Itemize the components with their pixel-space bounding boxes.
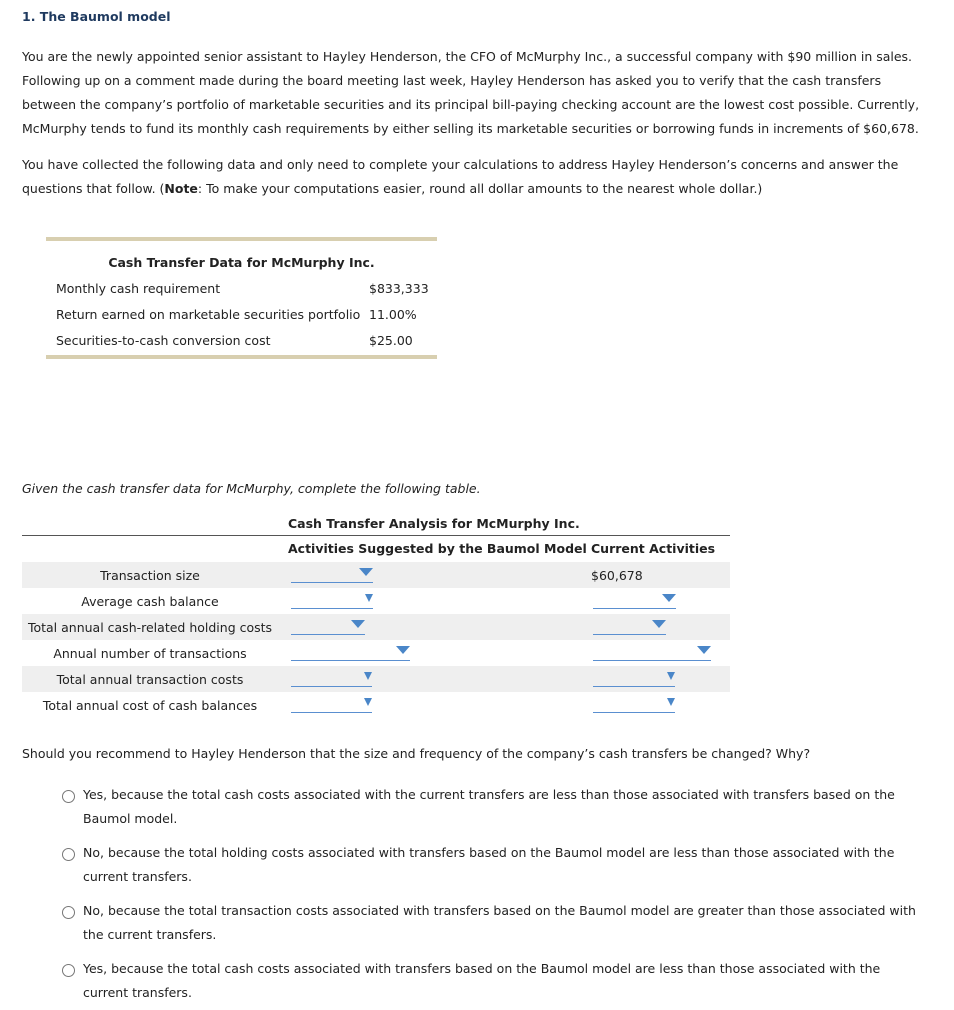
chevron-down-icon — [365, 594, 373, 602]
recommendation-question: Should you recommend to Hayley Henderson that the size and frequency of the company’s cash transfers be changed? Why? — [22, 746, 811, 761]
current-transaction-costs-dropdown[interactable] — [593, 666, 675, 687]
intro-paragraph: You are the newly appointed senior assistant to Hayley Henderson, the CFO of McMurphy Inc., a successful company with $90 million in sales. Following up on a comment made during the board meeting last week, Hayley Henderson has asked you to verify that the cash transfers between the company’s portfolio of marketable securities and its principal bill-paying checking account are the lowest cost possible. Currently, McMurphy tends to fund its monthly cash requirements by either selling its marketable securities or borrowing funds in increments of $60,678. — [22, 49, 920, 136]
chevron-down-icon — [697, 646, 711, 654]
table-instruction: Given the cash transfer data for McMurphy, complete the following table. — [22, 481, 481, 496]
current-holding-costs-dropdown[interactable] — [593, 614, 666, 635]
table-row-transaction-costs — [22, 666, 730, 692]
data-row-value: $25.00 — [369, 333, 413, 348]
table-row-holding-costs — [22, 614, 730, 640]
baumol-transaction-costs-dropdown[interactable] — [291, 666, 372, 687]
radio-button[interactable] — [62, 906, 75, 919]
chevron-down-icon — [652, 620, 666, 628]
section-heading: 1. The Baumol model — [22, 9, 171, 24]
note-label: Note — [164, 181, 198, 196]
baumol-holding-costs-dropdown[interactable] — [291, 614, 365, 635]
row-label: Average cash balance — [81, 594, 219, 609]
table-row-average-cash-balance — [22, 588, 730, 614]
collected-paragraph — [22, 153, 934, 201]
chevron-down-icon — [351, 620, 365, 628]
radio-button[interactable] — [62, 790, 75, 803]
row-label: Total annual cost of cash balances — [42, 698, 258, 713]
cash-transfer-data-table — [46, 237, 437, 359]
current-average-cash-balance-dropdown[interactable] — [593, 588, 676, 609]
option-label: Yes, because the total cash costs associated with transfers based on the Baumol model are less than those associated with the current transfers. — [83, 961, 881, 1000]
data-row-label: Return earned on marketable securities portfolio — [56, 307, 361, 322]
baumol-total-cost-dropdown[interactable] — [291, 692, 372, 713]
column-header-current: Current Activities — [591, 541, 716, 556]
data-row-value: 11.00% — [369, 307, 417, 322]
data-row-label: Monthly cash requirement — [56, 281, 221, 296]
column-header-baumol: Activities Suggested by the Baumol Model — [288, 541, 587, 556]
chevron-down-icon — [364, 672, 372, 680]
data-row-label: Securities-to-cash conversion cost — [56, 333, 271, 348]
chevron-down-icon — [364, 698, 372, 706]
radio-button[interactable] — [62, 848, 75, 861]
chevron-down-icon — [359, 568, 373, 576]
row-label: Total annual cash-related holding costs — [27, 620, 273, 635]
option-label: No, because the total holding costs associated with transfers based on the Baumol model are less than those associated with the current transfers. — [83, 845, 895, 884]
current-annual-transactions-dropdown[interactable] — [593, 640, 711, 661]
row-label: Total annual transaction costs — [56, 672, 244, 687]
chevron-down-icon — [667, 672, 675, 680]
option-label: No, because the total transaction costs associated with transfers based on the Baumol model are greater than those associated with the current transfers. — [83, 903, 916, 942]
row-label: Transaction size — [100, 568, 200, 583]
baumol-transaction-size-dropdown[interactable] — [291, 562, 373, 583]
table-row-total-annual-cost — [22, 692, 730, 718]
data-row-value: $833,333 — [369, 281, 429, 296]
current-transaction-size-value: $60,678 — [591, 568, 643, 583]
collected-note-text: : To make your computations easier, round all dollar amounts to the nearest whole dollar.) — [197, 181, 763, 196]
table-divider — [22, 535, 730, 536]
radio-button[interactable] — [62, 964, 75, 977]
option-label: Yes, because the total cash costs associated with the current transfers are less than those associated with transfers based on the Baumol model. — [83, 787, 895, 826]
table-row-annual-transactions — [22, 640, 730, 666]
current-total-cost-dropdown[interactable] — [593, 692, 675, 713]
chevron-down-icon — [396, 646, 410, 654]
collected-text: You have collected the following data and only need to complete your calculations to address Hayley Henderson’s concerns and answer the questions that follow. ( — [22, 157, 899, 196]
baumol-average-cash-balance-dropdown[interactable] — [291, 588, 373, 609]
chevron-down-icon — [667, 698, 675, 706]
table-row-transaction-size — [22, 562, 730, 588]
row-label: Annual number of transactions — [53, 646, 247, 661]
analysis-table-title: Cash Transfer Analysis for McMurphy Inc. — [288, 516, 580, 531]
chevron-down-icon — [662, 594, 676, 602]
data-table-title: Cash Transfer Data for McMurphy Inc. — [108, 255, 375, 270]
baumol-annual-transactions-dropdown[interactable] — [291, 640, 410, 661]
